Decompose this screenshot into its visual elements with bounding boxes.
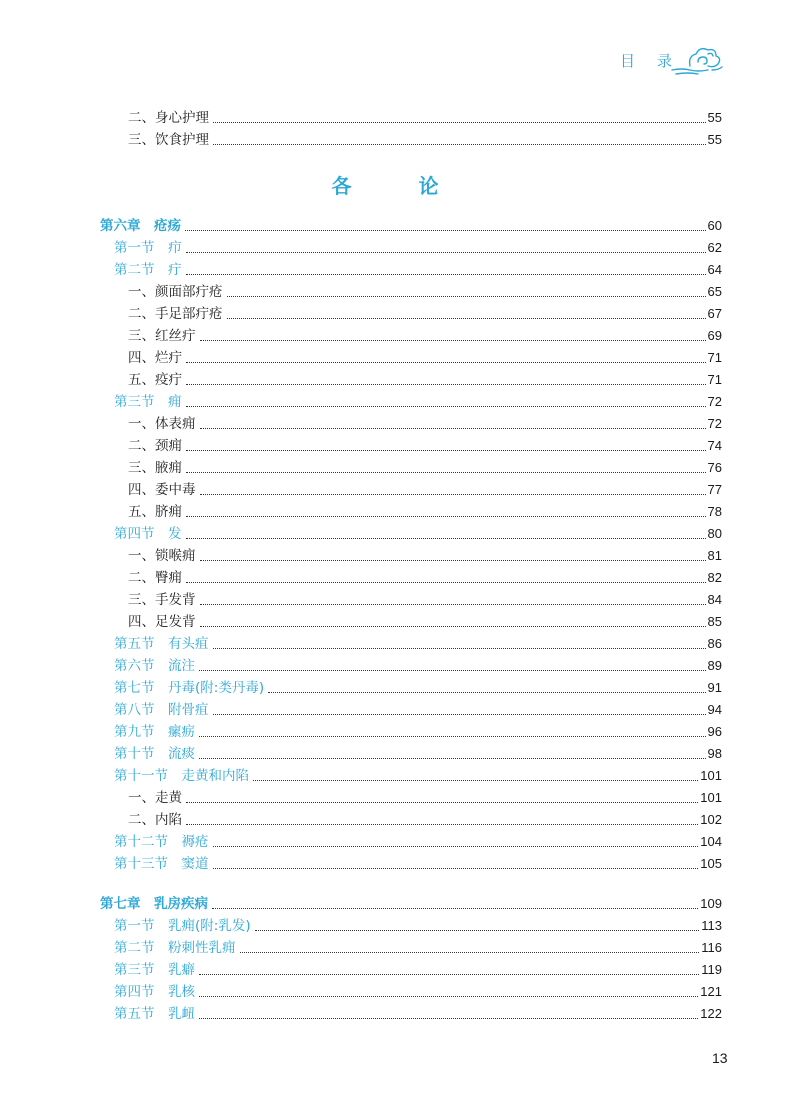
toc-entry-page: 76 (707, 460, 722, 475)
toc-entry-page: 96 (707, 724, 722, 739)
toc-entry-section[interactable] (100, 853, 722, 875)
toc-entry-label: 三、腋痈 (128, 460, 182, 476)
toc-entry-page: 102 (700, 812, 722, 827)
toc-entry-section[interactable] (100, 391, 722, 413)
toc-entry-label: 一、锁喉痈 (128, 548, 196, 564)
toc-entry[interactable] (100, 107, 722, 129)
toc-entry-item[interactable] (100, 787, 722, 809)
toc-entry-label: 第五节 有头疽 (114, 636, 209, 652)
toc-entry-label: 第四节 发 (114, 526, 182, 542)
dot-leader (200, 428, 706, 429)
dot-leader (200, 560, 706, 561)
toc-entry-label: 四、委中毒 (128, 482, 196, 498)
toc-entry-page: 104 (700, 834, 722, 849)
toc-entry-page: 80 (707, 526, 722, 541)
toc-entry-page: 89 (707, 658, 722, 673)
toc-entry-page: 77 (707, 482, 722, 497)
toc-entry-section[interactable] (100, 633, 722, 655)
toc-entry-section[interactable] (100, 981, 722, 1003)
dot-leader (186, 406, 706, 407)
dot-leader (185, 230, 706, 231)
toc-entry-label: 第四节 乳核 (114, 984, 195, 1000)
dot-leader (240, 952, 700, 953)
toc-entry-item[interactable] (100, 303, 722, 325)
dot-leader (213, 714, 706, 715)
toc-entry-label: 第十二节 褥疮 (114, 834, 209, 850)
toc-entry-page: 101 (700, 790, 722, 805)
header-title-char-2: 录 (657, 52, 675, 70)
toc-entry-label: 五、疫疔 (128, 372, 182, 388)
dot-leader (200, 604, 706, 605)
dot-leader (213, 144, 706, 145)
toc-entry-item[interactable] (100, 479, 722, 501)
dot-leader (268, 692, 705, 693)
dot-leader (186, 384, 706, 385)
dot-leader (186, 450, 706, 451)
toc-entry-page: 84 (707, 592, 722, 607)
dot-leader (186, 802, 698, 803)
toc-entry-label: 四、烂疔 (128, 350, 182, 366)
toc-entry-section[interactable] (100, 743, 722, 765)
toc-entry-item[interactable] (100, 347, 722, 369)
dot-leader (199, 996, 698, 997)
dot-leader (227, 296, 706, 297)
dot-leader (213, 648, 706, 649)
toc-entry-page: 85 (707, 614, 722, 629)
toc-entry-item[interactable] (100, 501, 722, 523)
toc-entry-label: 二、臀痈 (128, 570, 182, 586)
toc-entry-label: 第一节 疖 (114, 240, 182, 256)
toc-entry-page: 71 (707, 372, 722, 387)
toc-entry-page: 119 (701, 962, 722, 977)
dot-leader (213, 868, 699, 869)
toc-entry-label: 第九节 瘰疬 (114, 724, 195, 740)
toc-entry-page: 65 (707, 284, 722, 299)
toc-entry-item[interactable] (100, 809, 722, 831)
toc-entry-page: 60 (707, 218, 722, 233)
toc-entry-page: 101 (700, 768, 722, 783)
dot-leader (199, 974, 699, 975)
toc-entry-section[interactable] (100, 523, 722, 545)
toc-entry-page: 72 (707, 416, 722, 431)
toc-entry-section[interactable] (100, 915, 722, 937)
toc-entry-item[interactable] (100, 413, 722, 435)
toc-entry-page: 86 (707, 636, 722, 651)
toc-entry-page: 78 (707, 504, 722, 519)
toc-entry-item[interactable] (100, 281, 722, 303)
toc-entry-section[interactable] (100, 237, 722, 259)
toc-entry-label: 第二节 粉刺性乳痈 (114, 940, 236, 956)
toc-entry-page: 105 (700, 856, 722, 871)
dot-leader (186, 538, 706, 539)
toc-entry-section[interactable] (100, 1003, 722, 1025)
dot-leader (255, 930, 700, 931)
part-title: 各 论 (331, 174, 469, 198)
toc-entry-page: 98 (707, 746, 722, 761)
page-number: 13 (712, 1050, 728, 1066)
dot-leader (212, 908, 698, 909)
toc-entry-page: 122 (700, 1006, 722, 1021)
dot-leader (186, 362, 706, 363)
toc-entry-item[interactable] (100, 611, 722, 633)
toc-entry-label: 第七章 乳房疾病 (100, 896, 208, 912)
toc-entry-label: 二、颈痈 (128, 438, 182, 454)
toc-entry-label: 第二节 疔 (114, 262, 182, 278)
dot-leader (199, 736, 706, 737)
toc-chapter-6 (100, 215, 722, 875)
toc-entry-page: 55 (707, 110, 722, 125)
toc-entry-page: 71 (707, 350, 722, 365)
running-header (620, 50, 674, 71)
toc-entry-label: 第十三节 窦道 (114, 856, 209, 872)
toc-chapter-7 (100, 893, 722, 1025)
toc-entry-section[interactable] (100, 655, 722, 677)
dot-leader (186, 824, 698, 825)
toc-entry-page: 62 (707, 240, 722, 255)
dot-leader (213, 122, 706, 123)
dot-leader (200, 340, 706, 341)
toc-entry-item[interactable] (100, 435, 722, 457)
toc-entry-section[interactable] (100, 699, 722, 721)
toc-entry-label: 三、饮食护理 (128, 132, 209, 148)
toc-entry-page: 74 (707, 438, 722, 453)
toc-entry-chapter[interactable] (100, 893, 722, 915)
toc-entry-item[interactable] (100, 457, 722, 479)
toc-entry[interactable] (100, 129, 722, 151)
dot-leader (186, 252, 706, 253)
dot-leader (186, 516, 706, 517)
toc-entry-section[interactable] (100, 831, 722, 853)
toc-entry-label: 第六节 流注 (114, 658, 195, 674)
toc-entry-label: 第八节 附骨疽 (114, 702, 209, 718)
toc-entry-label: 第六章 疮疡 (100, 218, 181, 234)
toc-entry-page: 81 (707, 548, 722, 563)
toc-entry-label: 第十一节 走黄和内陷 (114, 768, 249, 784)
dot-leader (186, 274, 706, 275)
dot-leader (200, 494, 706, 495)
toc-entry-page: 91 (707, 680, 722, 695)
toc-entry-label: 一、走黄 (128, 790, 182, 806)
toc-entry-label: 五、脐痈 (128, 504, 182, 520)
toc-entry-page: 67 (707, 306, 722, 321)
dot-leader (213, 846, 699, 847)
toc-entry-label: 二、身心护理 (128, 110, 209, 126)
toc-entry-page: 69 (707, 328, 722, 343)
toc-entry-page: 64 (707, 262, 722, 277)
toc-entry-label: 三、红丝疔 (128, 328, 196, 344)
toc-entry-label: 第七节 丹毒(附:类丹毒) (114, 680, 265, 696)
toc-entry-page: 82 (707, 570, 722, 585)
dot-leader (200, 626, 706, 627)
toc-entry-label: 四、足发背 (128, 614, 196, 630)
toc-entry-section[interactable] (100, 765, 722, 787)
toc-entry-item[interactable] (100, 567, 722, 589)
toc-entry-item[interactable] (100, 589, 722, 611)
dot-leader (186, 472, 706, 473)
dot-leader (199, 670, 706, 671)
toc-entry-label: 三、手发背 (128, 592, 196, 608)
toc-entry-item[interactable] (100, 325, 722, 347)
toc-entry-section[interactable] (100, 959, 722, 981)
toc-entry-label: 第五节 乳衄 (114, 1006, 195, 1022)
toc-entry-page: 113 (701, 918, 722, 933)
toc-entry-section[interactable] (100, 677, 722, 699)
toc-entry-label: 一、颜面部疔疮 (128, 284, 223, 300)
toc-entry-label: 第三节 痈 (114, 394, 182, 410)
toc-entry-chapter[interactable] (100, 215, 722, 237)
dot-leader (253, 780, 698, 781)
toc-entry-page: 94 (707, 702, 722, 717)
header-title-char-1: 目 (620, 52, 638, 70)
toc-entry-page: 121 (700, 984, 722, 999)
toc-entry-page: 116 (701, 940, 722, 955)
toc-entry-section[interactable] (100, 259, 722, 281)
toc-entry-item[interactable] (100, 545, 722, 567)
cloud-icon (668, 40, 724, 76)
toc-top-items (100, 107, 722, 151)
toc-entry-section[interactable] (100, 721, 722, 743)
toc-entry-label: 一、体表痈 (128, 416, 196, 432)
toc-entry-item[interactable] (100, 369, 722, 391)
toc-entry-section[interactable] (100, 937, 722, 959)
dot-leader (199, 758, 706, 759)
dot-leader (186, 582, 706, 583)
toc-entry-label: 二、内陷 (128, 812, 182, 828)
toc-entry-page: 109 (700, 896, 722, 911)
dot-leader (227, 318, 706, 319)
toc-entry-label: 第十节 流痰 (114, 746, 195, 762)
toc-entry-label: 第三节 乳癖 (114, 962, 195, 978)
dot-leader (199, 1018, 698, 1019)
toc-entry-label: 二、手足部疔疮 (128, 306, 223, 322)
toc-entry-label: 第一节 乳痈(附:乳发) (114, 918, 251, 934)
toc-entry-page: 72 (707, 394, 722, 409)
toc-entry-page: 55 (707, 132, 722, 147)
